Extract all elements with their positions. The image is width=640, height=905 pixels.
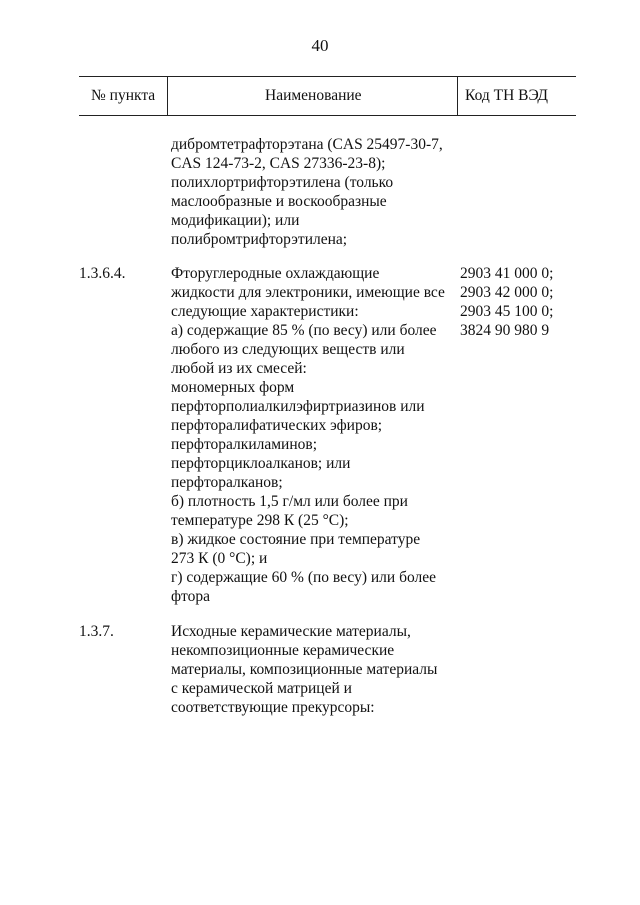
text-line: перфторполиалкилэфиртриазинов или bbox=[171, 398, 425, 415]
text-line: модификации); или bbox=[171, 212, 300, 229]
text-line: соответствующие прекурсоры: bbox=[171, 699, 375, 716]
entry-number: 1.3.6.4. bbox=[79, 265, 126, 282]
tn-ved-code: 3824 90 980 9 bbox=[460, 322, 550, 339]
text-line: некомпозиционные керамические bbox=[171, 642, 395, 659]
column-divider bbox=[457, 77, 458, 115]
text-line: с керамической матрицей и bbox=[171, 680, 352, 697]
text-line: температуре 298 К (25 °С); bbox=[171, 512, 349, 529]
text-line: перфторциклоалканов; или bbox=[171, 455, 351, 472]
text-line: маслообразные и воскообразные bbox=[171, 193, 387, 210]
header-code-column: Код ТН ВЭД bbox=[465, 87, 549, 104]
text-line: перфторалканов; bbox=[171, 474, 283, 491]
text-line: Фторуглеродные охлаждающие bbox=[171, 265, 380, 282]
text-line: дибромтетрафторэтана (CAS 25497-30-7, bbox=[171, 136, 443, 153]
entry-codes bbox=[460, 264, 580, 340]
text-line: следующие характеристики: bbox=[171, 303, 359, 320]
text-line: любого из следующих веществ или bbox=[171, 341, 405, 358]
text-line: а) содержащие 85 % (по весу) или более bbox=[171, 322, 437, 339]
text-line: мономерных форм bbox=[171, 379, 295, 396]
text-line: б) плотность 1,5 г/мл или более при bbox=[171, 493, 408, 510]
text-line: любой из их смесей: bbox=[171, 360, 307, 377]
text-line: полибромтрифторэтилена; bbox=[171, 231, 348, 248]
entry-description bbox=[171, 264, 461, 606]
text-line: полихлортрифторэтилена (только bbox=[171, 174, 394, 191]
text-line: перфторалифатических эфиров; bbox=[171, 417, 383, 434]
continuation-text bbox=[171, 135, 461, 249]
text-line: г) содержащие 60 % (по весу) или более bbox=[171, 569, 436, 586]
entry-number: 1.3.7. bbox=[79, 623, 114, 640]
text-line: в) жидкое состояние при температуре bbox=[171, 531, 421, 548]
table-header bbox=[79, 76, 576, 116]
header-name-column: Наименование bbox=[265, 87, 362, 104]
text-line: фтора bbox=[171, 588, 210, 605]
tn-ved-code: 2903 41 000 0; bbox=[460, 265, 554, 282]
text-line: 273 К (0 °С); и bbox=[171, 550, 268, 567]
text-line: жидкости для электроники, имеющие все bbox=[171, 284, 445, 301]
text-line: Исходные керамические материалы, bbox=[171, 623, 411, 640]
entry-description bbox=[171, 622, 461, 717]
page-number: 40 bbox=[311, 36, 329, 55]
column-divider bbox=[167, 77, 168, 115]
text-line: CAS 124-73-2, CAS 27336-23-8); bbox=[171, 155, 386, 172]
tn-ved-code: 2903 42 000 0; bbox=[460, 284, 554, 301]
text-line: перфторалкиламинов; bbox=[171, 436, 318, 453]
tn-ved-code: 2903 45 100 0; bbox=[460, 303, 554, 320]
header-number-column: № пункта bbox=[91, 87, 156, 104]
text-line: материалы, композиционные материалы bbox=[171, 661, 438, 678]
